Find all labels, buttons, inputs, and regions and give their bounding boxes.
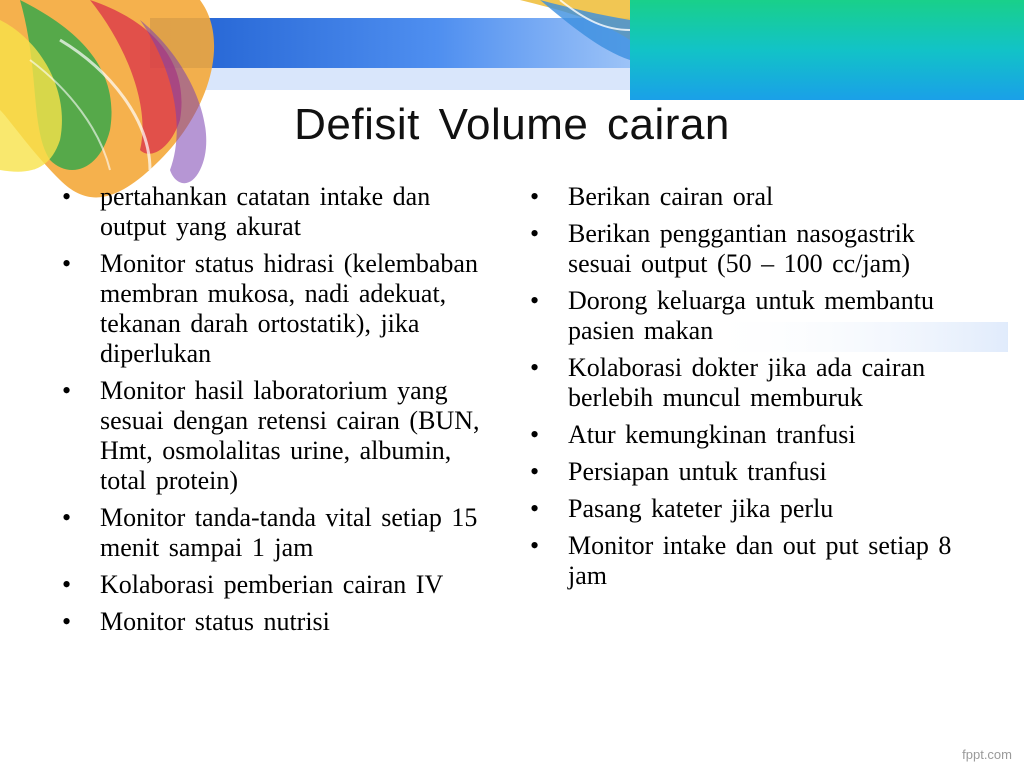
list-item <box>530 531 970 591</box>
list-item-text: Kolaborasi pemberian cairan IV <box>100 570 444 599</box>
list-item <box>62 503 502 563</box>
list-item <box>62 607 502 637</box>
list-item-text: Berikan cairan oral <box>568 182 774 211</box>
list-item <box>530 457 970 487</box>
slide-title: Defisit Volume cairan <box>294 100 730 149</box>
list-item-text: Pasang kateter jika perlu <box>568 494 834 523</box>
bullet-icon: • <box>530 420 540 449</box>
list-item-text: Monitor tanda-tanda vital setiap 15 menit sampai 1 jam <box>100 503 478 562</box>
list-item-text: Monitor status hidrasi (kelembaban membran mukosa, nadi adekuat, tekanan darah ortostatik), jika diperlukan <box>100 249 478 368</box>
list-item <box>530 353 970 413</box>
list-item <box>62 570 502 600</box>
right-bullet-list <box>530 182 970 598</box>
list-item <box>62 376 502 496</box>
list-item-text: Monitor hasil laboratorium yang sesuai dengan retensi cairan (BUN, Hmt, osmolalitas urine, albumin, total protein) <box>100 376 480 495</box>
bullet-icon: • <box>530 286 540 315</box>
list-item <box>530 182 970 212</box>
bullet-icon: • <box>62 570 72 599</box>
bullet-icon: • <box>530 353 540 382</box>
list-item-text: Monitor status nutrisi <box>100 607 330 636</box>
list-item <box>530 286 970 346</box>
bullet-icon: • <box>62 376 72 405</box>
list-item-text: Monitor intake dan out put setiap 8 jam <box>568 531 952 590</box>
list-item-text: pertahankan catatan intake dan output yang akurat <box>100 182 431 241</box>
list-item <box>62 182 502 242</box>
bullet-icon: • <box>530 182 540 211</box>
list-item <box>530 219 970 279</box>
bullet-icon: • <box>62 249 72 278</box>
bullet-icon: • <box>62 503 72 532</box>
bullet-icon: • <box>62 607 72 636</box>
bullet-icon: • <box>530 457 540 486</box>
list-item <box>530 420 970 450</box>
list-item-text: Berikan penggantian nasogastrik sesuai output (50 – 100 cc/jam) <box>568 219 915 278</box>
list-item <box>530 494 970 524</box>
bullet-icon: • <box>530 531 540 560</box>
bullet-icon: • <box>62 182 72 211</box>
bullet-icon: • <box>530 494 540 523</box>
list-item-text: Atur kemungkinan tranfusi <box>568 420 856 449</box>
list-item-text: Kolaborasi dokter jika ada cairan berlebih muncul memburuk <box>568 353 926 412</box>
left-bullet-list <box>62 182 502 644</box>
list-item-text: Persiapan untuk tranfusi <box>568 457 827 486</box>
watermark: fppt.com <box>962 747 1012 762</box>
list-item <box>62 249 502 369</box>
list-item-text: Dorong keluarga untuk membantu pasien makan <box>568 286 934 345</box>
bullet-icon: • <box>530 219 540 248</box>
